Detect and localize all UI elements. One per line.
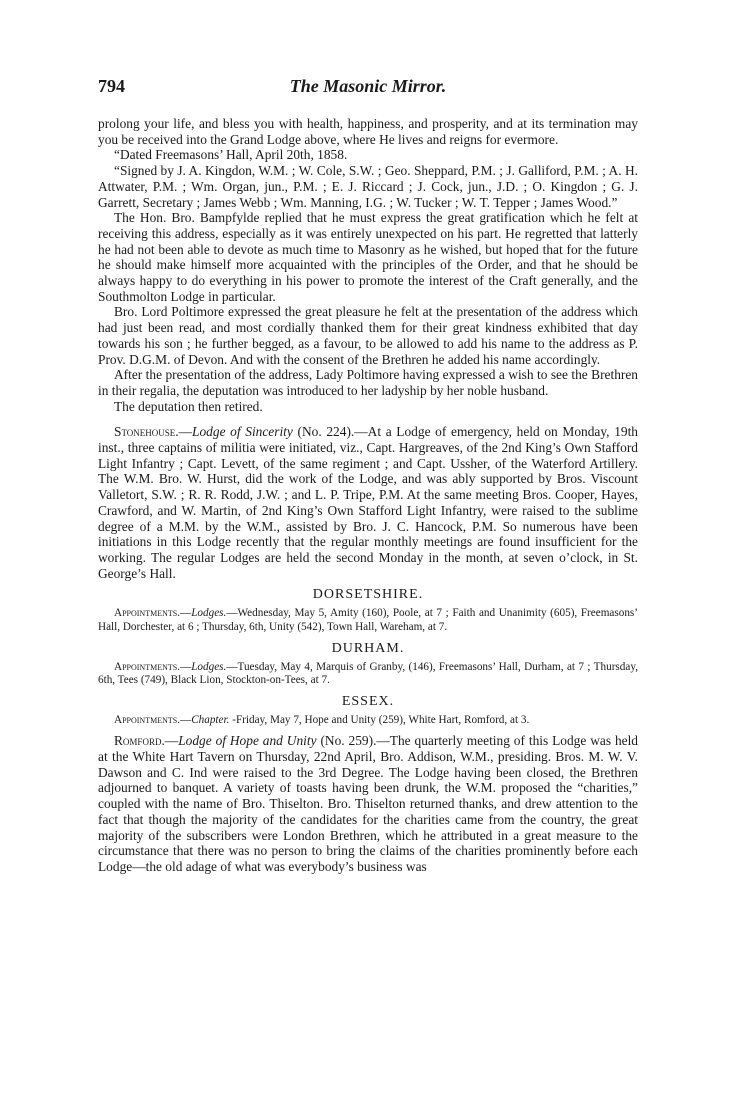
appointments-body: -Friday, May 7, Hope and Unity (259), White Hart, Romford, at 3.	[229, 713, 530, 726]
section-heading-dorsetshire: DORSETSHIRE.	[312, 587, 424, 603]
appointments-label: Appointments.	[114, 607, 180, 620]
appointments-kind: Lodges.	[191, 660, 227, 673]
paragraph: The Hon. Bro. Bampfylde replied that he must express the great gratification which he felt at receiving this address, especially as it was entirely unexpected on his part. He regretted that latterly he had not been able to devote as much time to Masonry as he wished, but hoped that for the future he should make himself more acquainted with the principles of the Order, and that he should be always happy to do everything in his power to promote the interest of the Craft generally, and the Southmolton Lodge in particular.	[98, 210, 638, 304]
paragraph: prolong your life, and bless you with health, happiness, and prosperity, and at its termination may you be received into the Grand Lodge above, where He lives and reigns for evermore.	[98, 116, 638, 147]
durham-appointments: Appointments.—Lodges.—Tuesday, May 4, Marquis of Granby, (146), Freemasons’ Hall, Durham, at 7 ; Thursday, 6th, Tees (749), Black Lion, Stockton-on-Tees, at 7.	[98, 660, 638, 687]
stonehouse-report	[98, 424, 638, 581]
running-title: The Masonic Mirror.	[289, 76, 447, 96]
paragraph: Bro. Lord Poltimore expressed the great pleasure he felt at the presentation of the address which had just been read, and most cordially thanked them for their great kindness exhibited that day towards his son ; he further begged, as a favour, to be allowed to add his name to the address as P. Prov. D.G.M. of Devon. And with the consent of the Brethren he added his name accordingly.	[98, 304, 638, 367]
paragraph: “Dated Freemasons’ Hall, April 20th, 1858.	[114, 147, 348, 163]
paragraph: After the presentation of the address, Lady Poltimore having expressed a wish to see the Brethren in their regalia, the deputation was introduced to her ladyship by her noble husband.	[98, 367, 638, 398]
page	[98, 76, 638, 875]
appointments-kind: Lodges.	[191, 607, 227, 620]
romford-report: Romford.—Lodge of Hope and Unity (No. 259).—The quarterly meeting of this Lodge was held at the White Hart Tavern on Thursday, 22nd April, Bro. Addison, W.M., presiding. Bros. M. W. V. Dawson and C. Ind were raised to the 3rd Degree. The Lodge having been closed, the Brethren adjourned to banquet. A variety of toasts having been drunk, the W.M. proposed the “charities,” coupled with the name of Bro. Thiselton. Bro. Thiselton returned thanks, and drew attention to the fact that though the majority of the candidates for the charities came from the country, the great majority of the subscribers were London Brethren, which he attributed in a great measure to the circumstance that there was no person to bring the claims of the charities prominently before each Lodge—the old adage of what was everybody’s business was	[98, 733, 639, 874]
section-heading-essex: ESSEX.	[341, 693, 395, 709]
dash: —	[178, 424, 193, 440]
essex-appointments: Appointments.—Chapter. -Friday, May 7, Hope and Unity (259), White Hart, Romford, at 3.	[114, 713, 530, 726]
appointments-label: Appointments.	[114, 713, 180, 726]
appointments-body: —Tuesday, May 4, Marquis of Granby, (146), Freemasons’ Hall, Durham, at 7 ; Thursday, 6th, Tees (749), Black Lion, Stockton-on-Tees, at 7.	[98, 660, 638, 687]
page-header	[98, 76, 638, 98]
dorsetshire-appointments: Appointments.—Lodges.—Wednesday, May 5, Amity (160), Poole, at 7 ; Faith and Unanimity (605), Freemasons’ Hall, Dorchester, at 6 ; Thursday, 6th, Unity (542), Town Hall, Wareham, at 7.	[98, 607, 638, 633]
lodge-name: Lodge of Hope and Unity	[178, 733, 317, 749]
place-name: Stonehouse.	[114, 424, 179, 440]
report-body: (No. 224).—At a Lodge of emergency, held on Monday, 19th inst., three captains of militia were initiated, viz., Capt. Hargreaves, of the 2nd King’s Own Stafford Light Infantry ; Capt. Levett, of the same regiment ; and Capt. Ussher, of the Waterford Artillery. The W.M. Bro. W. Hurst, did the work of the Lodge, and was ably supported by Bros. Viscount Valletort, S.W. ; R. R. Rodd, J.W. ; and L. P. Tripe, P.M. At the same meeting Bros. Cooper, Hayes, Crawford, and W. Martin, of 2nd King’s Own Stafford Light Infantry, were raised to the sublime degree of a M.M. by the W.M., assisted by Bro. J. C. Hancock, P.M. So numerous have been initiations in this Lodge recently that the regular monthly meetings are found insufficient for the working. The regular Lodges are held the second Monday in the month, at seven o’clock, in St. George’s Hall.	[98, 424, 638, 581]
place-name: Romford.	[114, 733, 165, 749]
appointments-body: —Wednesday, May 5, Amity (160), Poole, at 7 ; Faith and Unanimity (605), Freemasons’ Hall, Dorchester, at 6 ; Thursday, 6th, Unity (542), Town Hall, Wareham, at 7.	[98, 607, 638, 633]
section-heading-durham: DURHAM.	[331, 640, 405, 656]
paragraph: “Signed by J. A. Kingdon, W.M. ; W. Cole, S.W. ; Geo. Sheppard, P.M. ; J. Galliford, P.M. ; A. H. Attwater, P.M. ; Wm. Organ, jun., P.M. ; E. J. Riccard ; J. Cock, jun., J.D. ; O. Kingdon ; G. J. Garrett, Secretary ; James Webb ; Wm. Manning, I.G. ; W. Tucker ; W. T. Tepper ; James Wood.”	[98, 163, 638, 210]
appointments-label: Appointments.	[114, 660, 180, 673]
report-body: (No. 259).—The quarterly meeting of this Lodge was held at the White Hart Tavern on Thursday, 22nd April, Bro. Addison, W.M., presiding. Bros. M. W. V. Dawson and C. Ind were raised to the 3rd Degree. The Lodge having been closed, the Brethren adjourned to banquet. A variety of toasts having been drunk, the W.M. proposed the “charities,” coupled with the name of Bro. Thiselton. Bro. Thiselton returned thanks, and drew attention to the fact that though the majority of the candidates for the charities came from the country, the great majority of the subscribers were London Brethren, which he attributed in a great measure to the circumstance that there was no person to bring the claims of the charities prominently before each Lodge—the old adage of what was everybody’s business was	[98, 733, 639, 874]
appointments-kind: Chapter.	[191, 713, 230, 726]
page-number: 794	[98, 76, 125, 96]
paragraph: The deputation then retired.	[114, 398, 263, 414]
lodge-name: Lodge of Sincerity	[192, 424, 293, 440]
